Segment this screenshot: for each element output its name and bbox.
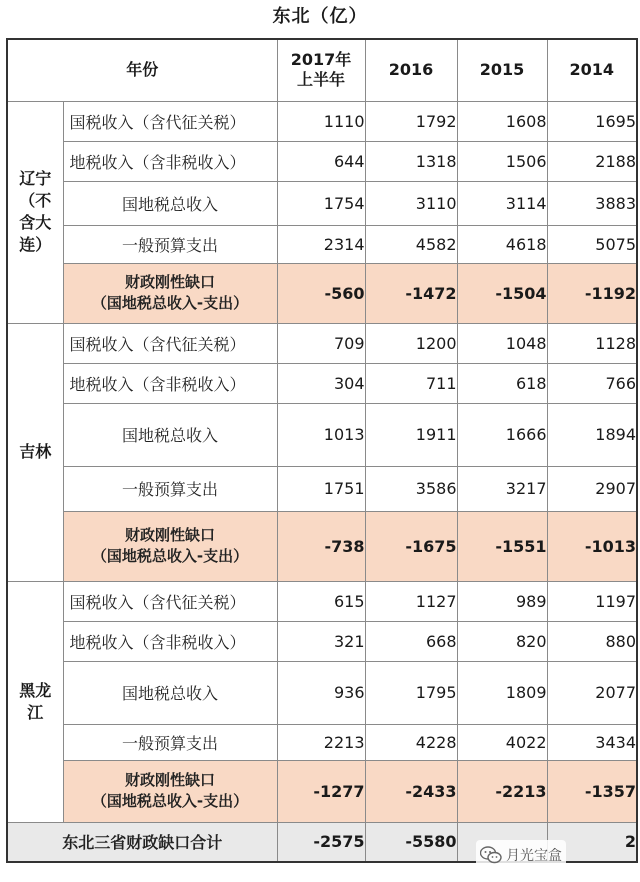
row-national-tax	[7, 323, 637, 363]
gap-cell-2016: -2433	[365, 760, 457, 822]
cell-2016: 1127	[365, 581, 457, 621]
gap-cell-2015: -2213	[457, 760, 547, 822]
cell-2017h1: 1751	[277, 466, 365, 511]
cell-2017h1: 644	[277, 141, 365, 181]
row-local-tax	[7, 621, 637, 661]
col-header-2016: 2016	[365, 39, 457, 101]
gap-cell-2014: -1357	[547, 760, 637, 822]
gap-cell-2014: -1192	[547, 263, 637, 323]
gap-label-line: （国地税总收入-支出）	[91, 547, 249, 565]
gap-cell-2017h1: -560	[277, 263, 365, 323]
cell-2017h1: 2314	[277, 225, 365, 263]
row-fiscal-gap	[7, 511, 637, 581]
cell-2017h1: 304	[277, 363, 365, 403]
cell-2017h1: 2213	[277, 724, 365, 760]
cell-2015: 4618	[457, 225, 547, 263]
region-name-line: 含大	[19, 213, 52, 232]
row-total-tax-revenue	[7, 181, 637, 225]
cell-2017h1: 936	[277, 661, 365, 724]
row-label: 一般预算支出	[63, 225, 277, 263]
gap-cell-2015: -1551	[457, 511, 547, 581]
cell-2016: 1795	[365, 661, 457, 724]
gap-cell-2016: -1675	[365, 511, 457, 581]
cell-2017h1: 709	[277, 323, 365, 363]
cell-2015: 3114	[457, 181, 547, 225]
row-label: 国地税总收入	[63, 403, 277, 466]
cell-2016: 1911	[365, 403, 457, 466]
row-local-tax	[7, 363, 637, 403]
row-total-tax-revenue	[7, 661, 637, 724]
cell-2016: 668	[365, 621, 457, 661]
region-name	[15, 441, 55, 463]
cell-2017h1: 1110	[277, 101, 365, 141]
cell-2016: 1200	[365, 323, 457, 363]
region-name-line: 辽宁	[19, 169, 52, 188]
row-label: 地税收入（含非税收入）	[63, 363, 277, 403]
gap-label	[63, 760, 277, 822]
gap-label-line: 财政刚性缺口	[125, 273, 216, 291]
cell-2017h1: 321	[277, 621, 365, 661]
row-general-expenditure	[7, 225, 637, 263]
gap-cell-2015: -1504	[457, 263, 547, 323]
row-label: 地税收入（含非税收入）	[63, 621, 277, 661]
cell-2014: 5075	[547, 225, 637, 263]
cell-2015: 618	[457, 363, 547, 403]
cell-2014: 1128	[547, 323, 637, 363]
total-cell-2014: 2	[547, 822, 637, 862]
page-title: 东北（亿）	[272, 6, 368, 27]
cell-2017h1: 1754	[277, 181, 365, 225]
region-name-line: 连）	[19, 235, 52, 254]
gap-label-line: （国地税总收入-支出）	[91, 792, 249, 810]
region-name-line: （不	[19, 191, 52, 210]
total-cell-2016: -5580	[365, 822, 457, 862]
cell-2016: 3110	[365, 181, 457, 225]
cell-2014: 1894	[547, 403, 637, 466]
region-liaoning	[7, 101, 63, 323]
col-header-2017-line2: 上半年	[297, 70, 346, 90]
cell-2015: 4022	[457, 724, 547, 760]
gap-label-line: 财政刚性缺口	[125, 526, 216, 544]
row-national-tax	[7, 581, 637, 621]
gap-cell-2017h1: -738	[277, 511, 365, 581]
row-national-tax	[7, 101, 637, 141]
gap-label-line: 财政刚性缺口	[125, 771, 216, 789]
cell-2015: 1048	[457, 323, 547, 363]
cell-2016: 4582	[365, 225, 457, 263]
cell-2016: 4228	[365, 724, 457, 760]
col-header-2015: 2015	[457, 39, 547, 101]
total-label: 东北三省财政缺口合计	[7, 822, 277, 862]
watermark-text: 月光宝盒	[506, 848, 562, 864]
row-fiscal-gap	[7, 760, 637, 822]
cell-2015: 1608	[457, 101, 547, 141]
cell-2016: 3586	[365, 466, 457, 511]
year-header: 年份	[7, 39, 277, 101]
cell-2015: 820	[457, 621, 547, 661]
cell-2014: 1695	[547, 101, 637, 141]
gap-cell-2016: -1472	[365, 263, 457, 323]
fiscal-table	[6, 38, 638, 863]
cell-2014: 3883	[547, 181, 637, 225]
cell-2015: 1809	[457, 661, 547, 724]
gap-label	[63, 263, 277, 323]
col-header-2014: 2014	[547, 39, 637, 101]
region-name-line: 吉林	[19, 442, 52, 461]
row-label: 国税收入（含代征关税）	[63, 581, 277, 621]
row-label: 一般预算支出	[63, 724, 277, 760]
col-header-2017h1	[277, 39, 365, 101]
cell-2016: 1318	[365, 141, 457, 181]
cell-2015: 989	[457, 581, 547, 621]
total-cell-2017h1: -2575	[277, 822, 365, 862]
row-label: 国地税总收入	[63, 181, 277, 225]
col-header-2017-line1: 2017年	[290, 50, 352, 70]
gap-cell-2014: -1013	[547, 511, 637, 581]
wechat-icon	[480, 846, 502, 864]
row-label: 国税收入（含代征关税）	[63, 323, 277, 363]
cell-2015: 1506	[457, 141, 547, 181]
cell-2014: 3434	[547, 724, 637, 760]
gap-label	[63, 511, 277, 581]
region-name-line: 江	[27, 702, 44, 722]
region-heilongjiang	[7, 581, 63, 822]
cell-2014: 2188	[547, 141, 637, 181]
row-general-expenditure	[7, 724, 637, 760]
cell-2015: 1666	[457, 403, 547, 466]
region-name	[15, 168, 55, 256]
cell-2014: 766	[547, 363, 637, 403]
cell-2015: 3217	[457, 466, 547, 511]
cell-2016: 711	[365, 363, 457, 403]
row-label: 国地税总收入	[63, 661, 277, 724]
row-label: 地税收入（含非税收入）	[63, 141, 277, 181]
row-local-tax	[7, 141, 637, 181]
cell-2014: 2907	[547, 466, 637, 511]
header-row	[7, 39, 637, 101]
row-total-tax-revenue	[7, 403, 637, 466]
cell-2017h1: 615	[277, 581, 365, 621]
row-general-expenditure	[7, 466, 637, 511]
region-jilin	[7, 323, 63, 581]
gap-cell-2017h1: -1277	[277, 760, 365, 822]
watermark	[476, 840, 566, 870]
cell-2014: 880	[547, 621, 637, 661]
cell-2017h1: 1013	[277, 403, 365, 466]
cell-2014: 2077	[547, 661, 637, 724]
row-fiscal-gap	[7, 263, 637, 323]
gap-label-line: （国地税总收入-支出）	[91, 294, 249, 312]
row-label: 一般预算支出	[63, 466, 277, 511]
cell-2016: 1792	[365, 101, 457, 141]
region-name	[15, 680, 55, 724]
row-label: 国税收入（含代征关税）	[63, 101, 277, 141]
region-name-line: 黑龙	[19, 680, 52, 700]
cell-2014: 1197	[547, 581, 637, 621]
